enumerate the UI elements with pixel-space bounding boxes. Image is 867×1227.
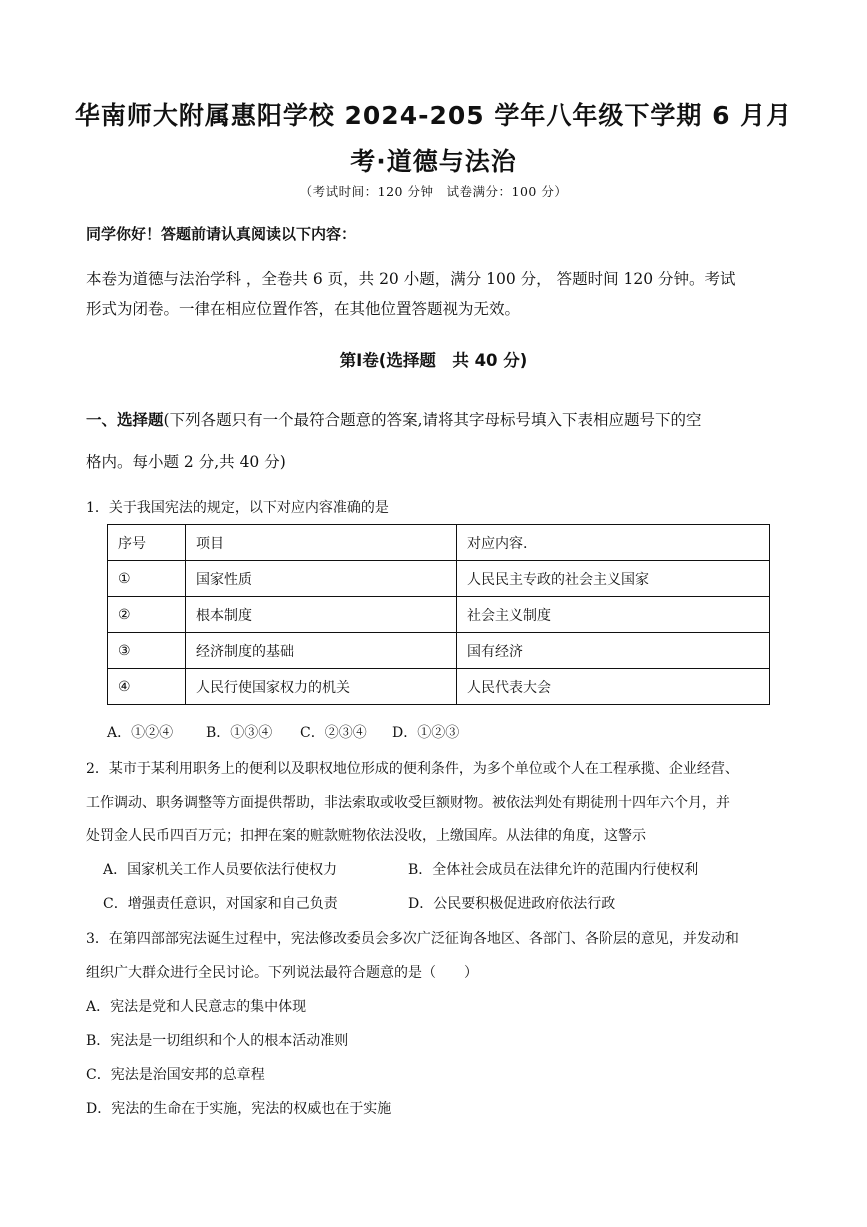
- q2-option-c: C．增强责任意识，对国家和自己负责: [103, 896, 338, 912]
- q1-option-c: C．②③④: [300, 725, 367, 741]
- exam-info: （考试时间：120 分钟 试卷满分：100 分）: [299, 184, 568, 199]
- table-cell: ①: [108, 561, 186, 597]
- q1-option-a: A．①②④: [107, 725, 174, 741]
- q2-option-b: B．全体社会成员在法律允许的范围内行使权利: [408, 862, 699, 878]
- table-cell: 经济制度的基础: [186, 633, 457, 669]
- part1-desc-line2: 格内。每小题 2 分,共 40 分): [86, 453, 286, 471]
- table-header-cell: 对应内容.: [457, 525, 770, 561]
- table-cell: ③: [108, 633, 186, 669]
- instructions-line2: 形式为闭卷。一律在相应位置作答，在其他位置答题视为无效。: [86, 300, 521, 318]
- q1-option-d: D．①②③: [392, 725, 460, 741]
- q2-stem-line3: 处罚金人民币四百万元；扣押在案的赃款赃物依法没收，上缴国库。从法律的角度，这警示: [86, 828, 646, 844]
- q1-stem: 1．关于我国宪法的规定，以下对应内容准确的是: [86, 500, 389, 516]
- table-header-cell: 序号: [108, 525, 186, 561]
- table-cell: 国家性质: [186, 561, 457, 597]
- instructions-greeting: 同学你好！答题前请认真阅读以下内容：: [86, 225, 357, 243]
- table-row: [108, 669, 770, 705]
- q2-stem-line1: 2．某市于某利用职务上的便利以及职权地位形成的便利条件，为多个单位或个人在工程承揽、企业经营、: [86, 761, 739, 777]
- q3-option-d: D．宪法的生命在于实施，宪法的权威也在于实施: [86, 1101, 392, 1117]
- table-cell: 社会主义制度: [457, 597, 770, 633]
- exam-title-line1: 华南师大附属惠阳学校 2024-205 学年八年级下学期 6 月月: [74, 101, 793, 130]
- table-row: [108, 633, 770, 669]
- exam-title-line2: 考·道德与法治: [350, 147, 517, 176]
- q2-stem-line2: 工作调动、职务调整等方面提供帮助，非法索取或收受巨额财物。被依法判处有期徒刑十四年六个月，并: [86, 795, 730, 811]
- q3-option-a: A．宪法是党和人民意志的集中体现: [86, 999, 307, 1015]
- table-cell: 根本制度: [186, 597, 457, 633]
- q2-option-a: A．国家机关工作人员要依法行使权力: [103, 862, 338, 878]
- table-row: [108, 597, 770, 633]
- q2-option-d: D．公民要积极促进政府依法行政: [408, 896, 616, 912]
- table-cell: ②: [108, 597, 186, 633]
- q1-option-b: B．①③④: [206, 725, 273, 741]
- q3-stem-line2: 组织广大群众进行全民讨论。下列说法最符合题意的是（ ）: [86, 965, 478, 981]
- q3-option-c: C．宪法是治国安邦的总章程: [86, 1067, 265, 1083]
- q3-option-b: B．宪法是一切组织和个人的根本活动准则: [86, 1033, 349, 1049]
- part1-heading: 一、选择题: [86, 411, 164, 429]
- part1-instructions: [86, 408, 796, 430]
- table-header-row: [108, 525, 770, 561]
- q3-stem-line1: 3．在第四部部宪法诞生过程中，宪法修改委员会多次广泛征询各地区、各部门、各阶层的意见，并发动和: [86, 931, 739, 947]
- part1-desc: (下列各题只有一个最符合题意的答案,请将其字母标号填入下表相应题号下的空: [163, 411, 702, 429]
- instructions-line1: 本卷为道德与法治学科 ，全卷共 6 页，共 20 小题，满分 100 分， 答题时间 120 分钟。考试: [86, 270, 736, 288]
- section-title: 第Ⅰ卷(选择题 共 40 分): [339, 351, 528, 370]
- table-header-cell: 项目: [186, 525, 457, 561]
- table-cell: 人民代表大会: [457, 669, 770, 705]
- table-cell: ④: [108, 669, 186, 705]
- table-cell: 人民民主专政的社会主义国家: [457, 561, 770, 597]
- table-cell: 人民行使国家权力的机关: [186, 669, 457, 705]
- table-cell: 国有经济: [457, 633, 770, 669]
- table-row: [108, 561, 770, 597]
- q1-table: [107, 524, 770, 705]
